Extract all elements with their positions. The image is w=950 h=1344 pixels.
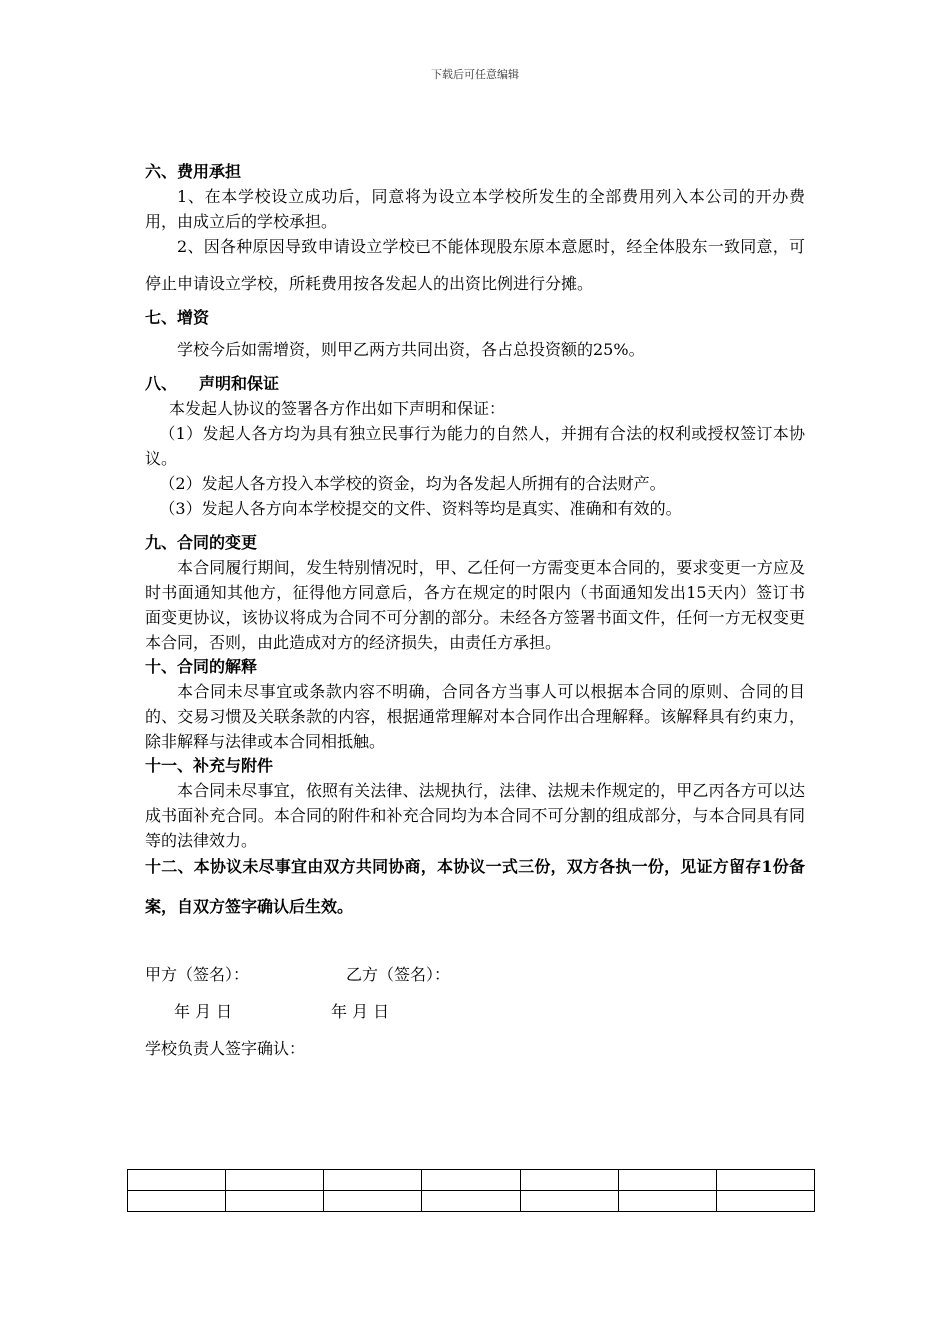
table-cell	[520, 1170, 618, 1191]
section-8-title	[145, 372, 805, 396]
page-header: 下载后可任意编辑	[431, 68, 519, 81]
section-6-title: 六、费用承担	[145, 162, 242, 181]
table-cell	[422, 1191, 520, 1212]
party-a-signature-label: 甲方（签名）：	[145, 965, 250, 984]
table-cell	[716, 1170, 814, 1191]
table-row	[128, 1191, 815, 1212]
section-8-item-1: （1）发起人各方均为具有独立民事行为能力的自然人，并拥有合法的权利或授权签订本协议。	[145, 424, 805, 468]
section-6-para-1: 1、在本学校设立成功后，同意将为设立本学校所发生的全部费用列入本公司的开办费用，由成立后的学校承担。	[145, 187, 805, 231]
table-cell	[226, 1170, 324, 1191]
table-cell	[324, 1170, 422, 1191]
section-11-para-1: 本合同未尽事宜，依照有关法律、法规执行，法律、法规未作规定的，甲乙丙各方可以达成书面补充合同。本合同的附件和补充合同均为本合同不可分割的组成部分，与本合同具有同等的法律效力。	[145, 781, 805, 850]
table-cell	[520, 1191, 618, 1212]
table-cell	[324, 1191, 422, 1212]
table-cell	[422, 1170, 520, 1191]
section-10-para-1: 本合同未尽事宜或条款内容不明确，合同各方当事人可以根据本合同的原则、合同的目的、交易习惯及关联条款的内容，根据通常理解对本合同作出合理解释。该解释具有约束力，除非解释与法律或本合同相抵触。	[145, 682, 805, 751]
table-cell	[128, 1170, 226, 1191]
contract-body	[145, 160, 805, 927]
party-b-date: 年 月 日	[331, 1002, 390, 1021]
section-8-intro: 本发起人协议的签署各方作出如下声明和保证：	[169, 399, 506, 418]
section-8-item-3: （3）发起人各方向本学校提交的文件、资料等均是真实、准确和有效的。	[159, 499, 682, 518]
section-12-text: 十二、本协议未尽事宜由双方共同协商，本协议一式三份，双方各执一份，见证方留存1份备案，自双方签字确认后生效。	[145, 857, 805, 916]
party-a-date: 年 月 日	[174, 1002, 233, 1021]
table-cell	[618, 1191, 716, 1212]
section-9-para-1: 本合同履行期间，发生特别情况时，甲、乙任何一方需变更本合同的，要求变更一方应及时书面通知其他方，征得他方同意后，各方在规定的时限内（书面通知发出15天内）签订书面变更协议，该协议将成为合同不可分割的部分。未经各方签署书面文件，任何一方无权变更本合同，否则，由此造成对方的经济损失，由责任方承担。	[145, 558, 805, 652]
principal-signature-label: 学校负责人签字确认：	[145, 1039, 306, 1058]
section-8-number: 八、	[145, 374, 178, 393]
section-7-title: 七、增资	[145, 308, 210, 327]
section-9-title: 九、合同的变更	[145, 533, 258, 552]
section-6-para-2: 2、因各种原因导致申请设立学校已不能体现股东原本意愿时，经全体股东一致同意，可停止申请设立学校，所耗费用按各发起人的出资比例进行分摊。	[145, 237, 805, 293]
section-11-title: 十一、补充与附件	[145, 756, 274, 775]
table-cell	[128, 1191, 226, 1212]
party-b-signature-label: 乙方（签名）：	[346, 965, 451, 984]
table-cell	[226, 1191, 324, 1212]
empty-footer-table	[127, 1169, 815, 1212]
section-10-title: 十、合同的解释	[145, 657, 258, 676]
table-row	[128, 1170, 815, 1191]
table-cell	[716, 1191, 814, 1212]
section-8-title-text: 声明和保证	[199, 374, 280, 393]
section-8-item-2: （2）发起人各方投入本学校的资金，均为各发起人所拥有的合法财产。	[159, 474, 666, 493]
section-7-para-1: 学校今后如需增资，则甲乙两方共同出资，各占总投资额的25%。	[177, 340, 645, 359]
table-cell	[618, 1170, 716, 1191]
